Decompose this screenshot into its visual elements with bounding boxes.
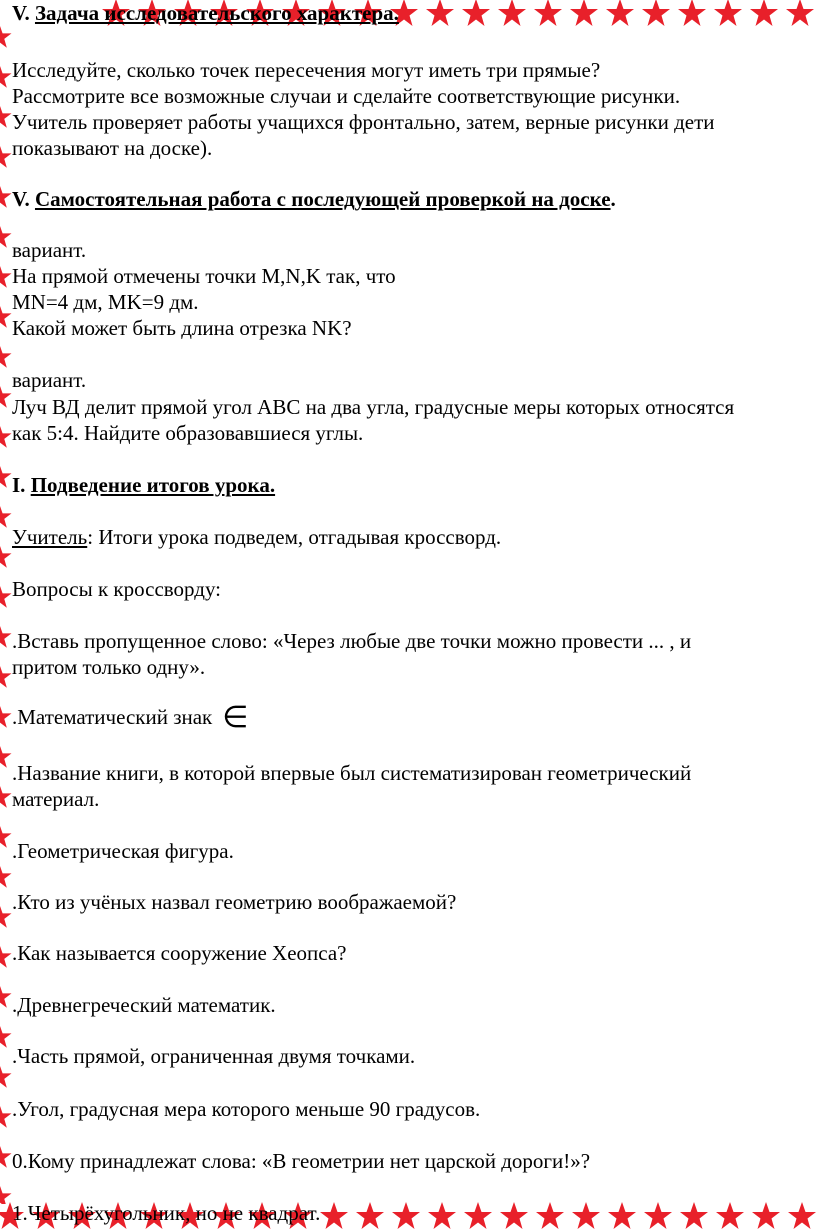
variant-1-line: Какой может быть длина отрезка NK? xyxy=(12,316,352,340)
task-line: показывают на доске). xyxy=(12,136,213,160)
variant-1-title: вариант. xyxy=(12,238,87,262)
element-of-symbol-icon: ∈ xyxy=(222,700,249,735)
task-line: Рассмотрите все возможные случаи и сделайте соответствующие рисунки. xyxy=(12,84,681,108)
question-item: .Вставь пропущенное слово: «Через любые две точки можно провести ... , и xyxy=(12,629,692,653)
teacher-text: : Итоги урока подведем, отгадывая кроссворд. xyxy=(87,525,502,549)
question-item: .Угол, градусная мера которого меньше 90 градусов. xyxy=(12,1097,481,1121)
section-v-title: Задача исследовательского характера. xyxy=(34,1,399,25)
teacher-label: Учитель xyxy=(12,525,88,549)
variant-2-title: вариант. xyxy=(12,368,87,392)
question-item: .Геометрическая фигура. xyxy=(12,839,234,863)
section-vi-heading: V. Самостоятельная работа с последующей проверкой на доске. xyxy=(12,187,616,211)
section-vii-title: Подведение итогов урока. xyxy=(30,473,276,497)
variant-1-line: На прямой отмечены точки M,N,K так, что xyxy=(12,264,396,288)
section-vii-heading xyxy=(12,472,275,498)
variant-1-line: MN=4 дм, MK=9 дм. xyxy=(12,290,199,314)
teacher-line xyxy=(12,524,501,550)
question-item: 0.Кому принадлежат слова: «В геометрии нет царской дороги!»? xyxy=(12,1149,591,1173)
question-item: .Название книги, в которой впервые был систематизирован геометрический xyxy=(12,761,692,785)
question-item xyxy=(12,700,249,735)
section-vii-number: I. xyxy=(12,473,26,497)
question-item: .Часть прямой, ограниченная двумя точками. xyxy=(12,1044,416,1068)
question-item: .Кто из учёных назвал геометрию воображаемой? xyxy=(12,890,457,914)
question-item: .Как называется сооружение Хеопса? xyxy=(12,941,347,965)
section-vi-title: Самостоятельная работа с последующей проверкой на доске xyxy=(34,187,611,211)
questions-title: Вопросы к кроссворду: xyxy=(12,577,222,601)
task-line: Учитель проверяет работы учащихся фронтально, затем, верные рисунки дети xyxy=(12,110,715,134)
variant-2-line: Луч ВД делит прямой угол АВС на два угла, градусные меры которых относятся xyxy=(12,395,735,419)
variant-2-line: как 5:4. Найдите образовавшиеся углы. xyxy=(12,421,364,445)
question-item: 1.Четырёхугольник, но не квадрат. xyxy=(12,1201,321,1225)
question-item: материал. xyxy=(12,787,100,811)
question-item: притом только одну». xyxy=(12,655,206,679)
question-text: .Математический знак xyxy=(12,705,213,729)
section-v-number: V. xyxy=(12,1,30,25)
section-vi-number: V. xyxy=(12,187,30,211)
section-v-heading xyxy=(12,0,399,26)
task-line: Исследуйте, сколько точек пересечения могут иметь три прямые? xyxy=(12,58,601,82)
question-item: .Древнегреческий математик. xyxy=(12,993,276,1017)
